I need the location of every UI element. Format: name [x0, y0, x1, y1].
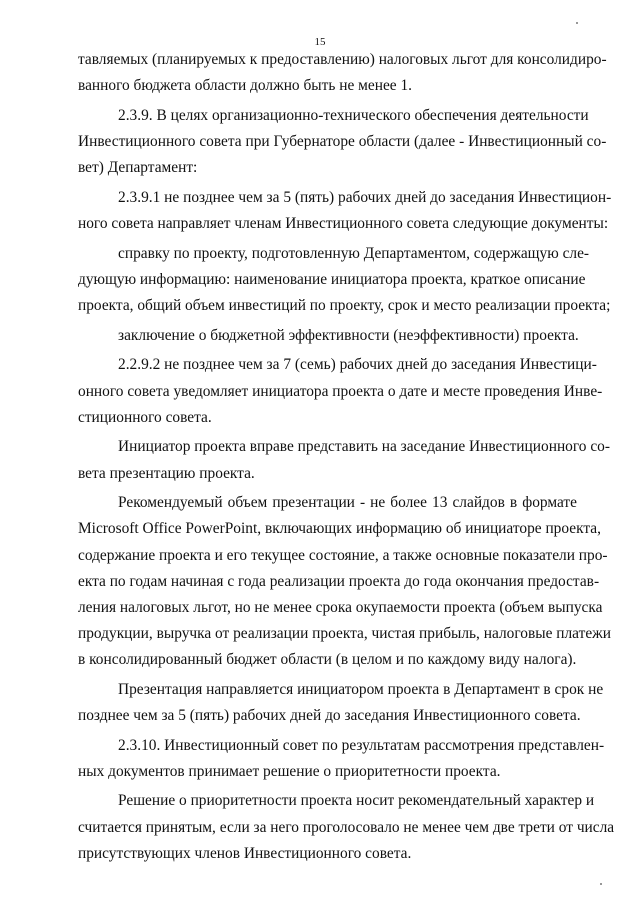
text-line: справку по проекту, подготовленную Департаментом, содержащую сле- — [118, 244, 590, 262]
text-line: позднее чем за 5 (пять) рабочих дней до заседания Инвестиционного совета. — [78, 706, 581, 724]
text-line: екта по годам начиная с года реализации проекта до года окончания предостав- — [78, 572, 600, 590]
text-line: 2.3.10. Инвестиционный совет по результатам рассмотрения представлен- — [118, 736, 605, 754]
text-line: Решение о приоритетности проекта носит рекомендательный характер и — [118, 792, 595, 810]
text-line: тавляемых (планируемых к предоставлению) налоговых льгот для консолидиро- — [78, 51, 607, 68]
text-line: в консолидированный бюджет области (в целом и по каждому виду налога). — [78, 650, 577, 668]
paragraph — [78, 185, 612, 237]
paragraph — [78, 788, 615, 866]
text-line: продукции, выручка от реализации проекта, чистая прибыль, налоговые платежи — [78, 624, 612, 642]
text-line: присутствующих членов Инвестиционного совета. — [78, 844, 412, 862]
text-line: онного совета уведомляет инициатора проекта о дате и месте проведения Инве- — [78, 382, 603, 400]
text-line: дующую информацию: наименование инициатора проекта, краткое описание — [78, 270, 586, 288]
text-line: вета презентацию проекта. — [78, 464, 255, 482]
paragraph — [78, 434, 610, 486]
text-line: 2.3.9. В целях организационно-технического обеспечения деятельности — [118, 106, 589, 124]
text-line: ных документов принимает решение о приоритетности проекта. — [78, 762, 501, 780]
paragraph — [78, 47, 607, 99]
paragraph — [78, 352, 603, 430]
text-line: ванного бюджета области должно быть не менее 1. — [78, 77, 413, 95]
text-line: Презентация направляется инициатором проекта в Департамент в срок не — [118, 680, 604, 698]
paragraph — [78, 677, 604, 729]
text-line: ного совета направляет членам Инвестиционного совета следующие документы: — [78, 214, 609, 232]
text-line: считается принятым, если за него проголосовало не менее чем две трети от числа — [78, 818, 615, 836]
text-line: вет) Департамент: — [78, 159, 198, 177]
text-line: Рекомендуемый объем презентации - не более 13 слайдов в формате — [118, 494, 577, 512]
paragraph — [78, 733, 605, 785]
page-number: 15 — [314, 36, 326, 48]
paragraph — [78, 323, 577, 349]
text-line: проекта, общий объем инвестиций по проекту, срок и место реализации проекта; — [78, 296, 611, 314]
document-body — [78, 47, 615, 870]
text-line: содержание проекта и его текущее состояние, а также основные показатели про- — [78, 546, 608, 564]
text-line: ления налоговых льгот, но не менее срока окупаемости проекта (объем выпуска — [78, 598, 603, 616]
text-line: стиционного совета. — [78, 408, 212, 426]
text-line: Инвестиционного совета при Губернаторе области (далее - Инвестиционный со- — [78, 132, 607, 150]
scan-speck — [600, 883, 602, 885]
paragraph — [78, 103, 607, 181]
scan-speck — [576, 22, 578, 24]
text-line: заключение о бюджетной эффективности (неэффективности) проекта. — [118, 326, 579, 344]
paragraph — [78, 241, 611, 319]
text-line: 2.2.9.2 не позднее чем за 7 (семь) рабочих дней до заседания Инвестици- — [118, 356, 597, 374]
text-line: Microsoft Office PowerPoint, включающих информацию об инициаторе проекта, — [78, 520, 601, 538]
text-line: 2.3.9.1 не позднее чем за 5 (пять) рабочих дней до заседания Инвестицион- — [118, 188, 612, 206]
text-line: Инициатор проекта вправе представить на заседание Инвестиционного со- — [118, 438, 610, 456]
paragraph — [78, 490, 612, 673]
